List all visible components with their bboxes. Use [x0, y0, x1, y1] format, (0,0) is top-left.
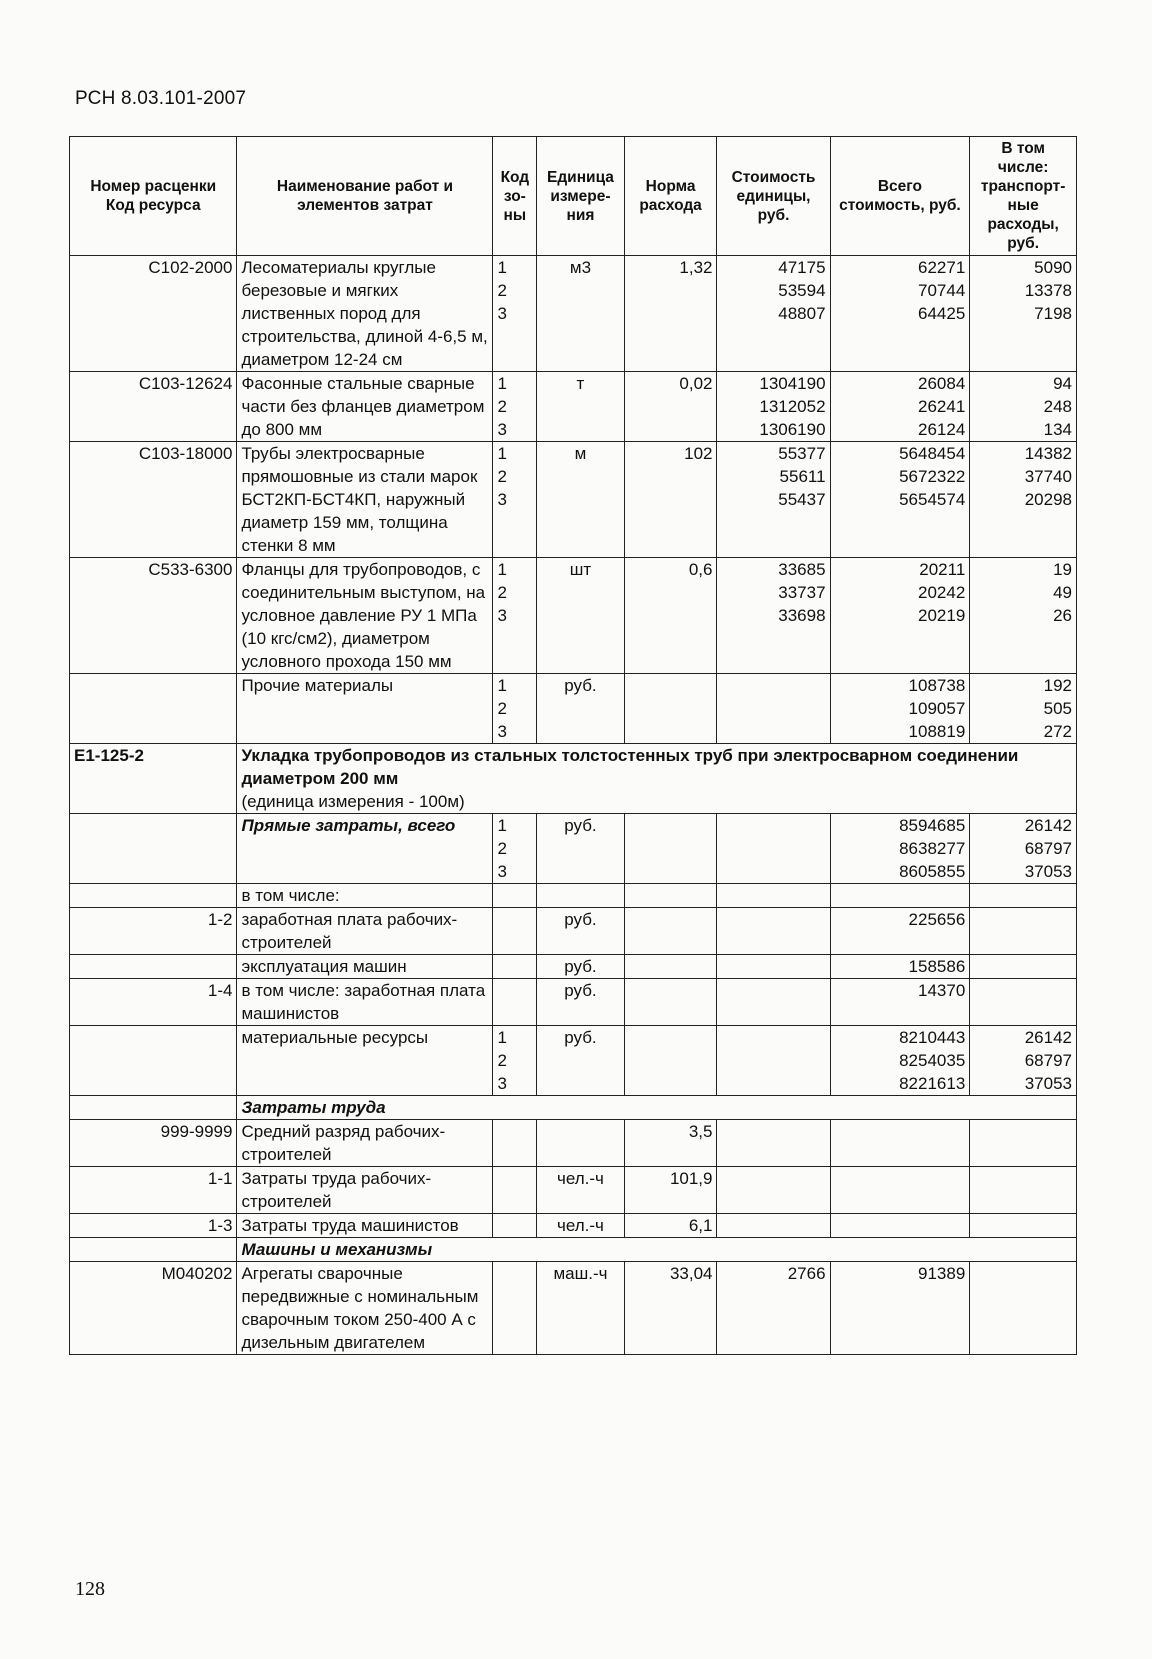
unit: руб. — [537, 814, 624, 884]
unit: руб. — [537, 674, 624, 744]
unit: м — [537, 442, 624, 558]
norm: 0,02 — [624, 372, 717, 442]
machine-operation-label: эксплуатация машин — [237, 955, 493, 979]
including-row — [70, 884, 1077, 908]
labor-label: Средний разряд рабочих-строителей — [237, 1120, 493, 1167]
unit: руб. — [537, 908, 624, 955]
transport-cost: 192 505 272 — [970, 674, 1077, 744]
total-cost: 62271 70744 64425 — [830, 256, 970, 372]
norm: 102 — [624, 442, 717, 558]
total-cost: 14370 — [830, 979, 970, 1026]
resource-code: С103-12624 — [70, 372, 237, 442]
resource-name: Фасонные стальные сварные части без фланцев диаметром до 800 мм — [237, 372, 493, 442]
unit: чел.-ч — [537, 1214, 624, 1238]
section-title: Укладка трубопроводов из стальных толстостенных труб при электросварном соединении диаметром 200 мм — [241, 746, 1019, 788]
wage-operators-label: в том числе: заработная плата машинистов — [237, 979, 493, 1026]
labor-row — [70, 1214, 1077, 1238]
transport-cost: 26142 68797 37053 — [970, 1026, 1077, 1096]
including-label: в том числе: — [237, 884, 493, 908]
norm: 3,5 — [624, 1120, 717, 1167]
labor-heading-row — [70, 1096, 1077, 1120]
transport-cost: 14382 37740 20298 — [970, 442, 1077, 558]
material-resources-row — [70, 1026, 1077, 1096]
unit-cost: 33685 33737 33698 — [717, 558, 830, 674]
machine-row — [70, 1262, 1077, 1355]
transport-cost: 94 248 134 — [970, 372, 1077, 442]
resource-name: Фланцы для трубопроводов, с соединительным выступом, на условное давление РУ 1 МПа (10 кгс/см2), диаметром условного прохода 150 мм — [237, 558, 493, 674]
material-resources-label: материальные ресурсы — [237, 1026, 493, 1096]
zone-codes: 1 2 3 — [493, 674, 537, 744]
resource-code: 1-3 — [70, 1214, 237, 1238]
zone-codes: 1 2 3 — [493, 442, 537, 558]
col-header-name: Наименование работ и элементов затрат — [237, 137, 493, 256]
resource-code: М040202 — [70, 1262, 237, 1355]
table-row — [70, 256, 1077, 372]
empty-cell — [70, 1026, 237, 1096]
direct-costs-row — [70, 814, 1077, 884]
labor-label: Затраты труда машинистов — [237, 1214, 493, 1238]
resource-code: 1-4 — [70, 979, 237, 1026]
unit: маш.-ч — [537, 1262, 624, 1355]
transport-cost: 5090 13378 7198 — [970, 256, 1077, 372]
labor-label: Затраты труда рабочих-строителей — [237, 1167, 493, 1214]
unit: чел.-ч — [537, 1167, 624, 1214]
col-header-total: Всего стоимость, руб. — [830, 137, 970, 256]
empty-cell — [70, 955, 237, 979]
table-row — [70, 674, 1077, 744]
labor-heading: Затраты труда — [237, 1096, 1077, 1120]
table-header-row — [70, 137, 1077, 256]
table-row — [70, 442, 1077, 558]
total-cost: 8210443 8254035 8221613 — [830, 1026, 970, 1096]
norm — [624, 674, 717, 744]
machines-heading: Машины и механизмы — [237, 1238, 1077, 1262]
zone-codes: 1 2 3 — [493, 558, 537, 674]
unit: т — [537, 372, 624, 442]
total-cost: 91389 — [830, 1262, 970, 1355]
resource-name: Лесоматериалы круглые березовые и мягких лиственных пород для строительства, длиной 4-6,5 м, диаметром 12-24 см — [237, 256, 493, 372]
resource-code: 1-1 — [70, 1167, 237, 1214]
transport-cost: 26142 68797 37053 — [970, 814, 1077, 884]
unit-cost: 1304190 1312052 1306190 — [717, 372, 830, 442]
unit-cost: 55377 55611 55437 — [717, 442, 830, 558]
empty-cell — [70, 814, 237, 884]
machines-heading-row — [70, 1238, 1077, 1262]
empty-cell — [624, 814, 717, 884]
direct-costs-label: Прямые затраты, всего — [237, 814, 493, 884]
unit-cost — [717, 674, 830, 744]
zone-codes: 1 2 3 — [493, 372, 537, 442]
col-header-unit: Единица измере-ния — [537, 137, 624, 256]
resource-name: Трубы электросварные прямошовные из стали марок БСТ2КП-БСТ4КП, наружный диаметр 159 мм, толщина стенки 8 мм — [237, 442, 493, 558]
total-cost: 108738 109057 108819 — [830, 674, 970, 744]
col-header-zone: Код зо-ны — [493, 137, 537, 256]
total-cost: 26084 26241 26124 — [830, 372, 970, 442]
unit: руб. — [537, 1026, 624, 1096]
zone-codes: 1 2 3 — [493, 814, 537, 884]
section-title-cell — [237, 744, 1077, 814]
page-number: 128 — [75, 1578, 105, 1600]
unit-cost: 2766 — [717, 1262, 830, 1355]
labor-row — [70, 1120, 1077, 1167]
zone-codes: 1 2 3 — [493, 256, 537, 372]
col-header-transport: В том числе: транспорт-ные расходы, руб. — [970, 137, 1077, 256]
unit-cost: 47175 53594 48807 — [717, 256, 830, 372]
col-header-norm: Норма расхода — [624, 137, 717, 256]
resource-name: Прочие материалы — [237, 674, 493, 744]
resource-code: 999-9999 — [70, 1120, 237, 1167]
wage-operators-row — [70, 979, 1077, 1026]
transport-cost: 19 49 26 — [970, 558, 1077, 674]
empty-cell — [717, 814, 830, 884]
resource-code: С103-18000 — [70, 442, 237, 558]
machine-label: Агрегаты сварочные передвижные с номинальным сварочным током 250-400 А с дизельным двигателем — [237, 1262, 493, 1355]
total-cost: 8594685 8638277 8605855 — [830, 814, 970, 884]
total-cost: 225656 — [830, 908, 970, 955]
document-header: РСН 8.03.101-2007 — [75, 88, 247, 109]
unit: руб. — [537, 979, 624, 1026]
unit — [537, 1120, 624, 1167]
norm: 1,32 — [624, 256, 717, 372]
table-row — [70, 372, 1077, 442]
resource-code: 1-2 — [70, 908, 237, 955]
unit: шт — [537, 558, 624, 674]
total-cost: 5648454 5672322 5654574 — [830, 442, 970, 558]
resource-code: С102-2000 — [70, 256, 237, 372]
total-cost: 158586 — [830, 955, 970, 979]
unit: м3 — [537, 256, 624, 372]
norm: 101,9 — [624, 1167, 717, 1214]
wage-workers-row — [70, 908, 1077, 955]
norm: 6,1 — [624, 1214, 717, 1238]
section-header-row — [70, 744, 1077, 814]
rates-table-container — [69, 136, 1077, 1355]
rate-code: Е1-125-2 — [70, 744, 237, 814]
machine-operation-row — [70, 955, 1077, 979]
resource-code — [70, 674, 237, 744]
zone-codes: 1 2 3 — [493, 1026, 537, 1096]
norm: 33,04 — [624, 1262, 717, 1355]
unit: руб. — [537, 955, 624, 979]
resource-code: С533-6300 — [70, 558, 237, 674]
labor-row — [70, 1167, 1077, 1214]
col-header-unit-cost: Стоимость единицы, руб. — [717, 137, 830, 256]
wage-workers-label: заработная плата рабочих-строителей — [237, 908, 493, 955]
rates-table — [69, 136, 1077, 1355]
total-cost: 20211 20242 20219 — [830, 558, 970, 674]
norm: 0,6 — [624, 558, 717, 674]
col-header-code: Номер расценки Код ресурса — [70, 137, 237, 256]
table-row — [70, 558, 1077, 674]
section-unit-note: (единица измерения - 100м) — [241, 792, 465, 811]
empty-cell — [70, 884, 237, 908]
